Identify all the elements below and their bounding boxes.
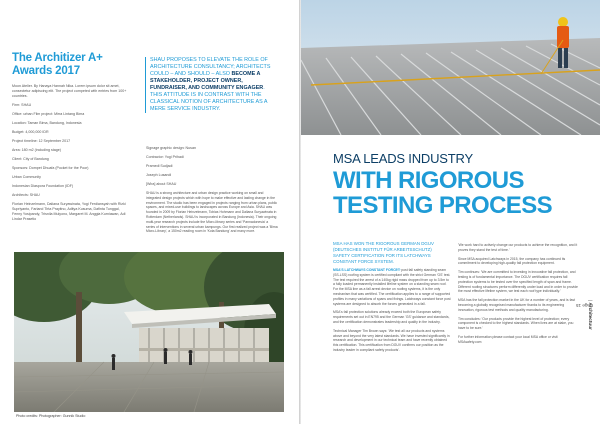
article-kicker: MSA LEADS INDUSTRY [333, 151, 473, 166]
award-column [12, 52, 127, 222]
fact-item: Project timeline: 12 September 2017 [12, 139, 71, 143]
article-paragraph: MSA has the fall protection market in the UK for a number of years, and is fast becoming a globally recognised manufacturer thanks to its engineering innovation, rigorous test methods and quality manufacturing. [458, 298, 576, 312]
paragraph-text: post fall safety standing seam (SS-LSS) roofing system is certified compliant with the strict German 'GS' test. The test required the arrest of a 140kg rigid mass dropped from up to 3.5m to a fully loaded permanently installed lifeline system on a standing seam roof. For the MSA line as a fall arrest device on roofing systems, it is the only mechanism that was certified. The certification applies to a range of supported profiles in many variations of spans and fixings. Latchways constant force post systems are designed to absorb the forces generated in a fall. [333, 268, 451, 306]
pavilion-photo [14, 252, 284, 412]
quote-part-2: . THIS ATTITUDE IS IN CONTRAST WITH THE CLASSICAL NOTION OF ARCHITECTURE AS A MERE SERVICE INDUSTRY. [150, 85, 268, 112]
article-paragraph: Technical Manager Tim Brown says: 'We test all our products and systems above and beyond the very latest standards. We have invested significantly in research and development in our technical team and have recently obtained this certification. This certification from DGUV confirms our position as the industry leader in compliant safety products'. [333, 328, 450, 352]
article-headline: WITH RIGOROUS TESTING PROCESS [333, 167, 553, 219]
lead-in: MSA'S LATCHWAYS CONSTANT FORCE® [333, 268, 401, 272]
fact-item: Office: urban Film project: Mirra Lintang Bima [12, 112, 85, 116]
article-paragraph: Tim concludes: 'Our products provide the highest level of protection; every component is checked to the highest standards. When lives are at stake, you have to be sure.' [458, 316, 574, 331]
award-title: The Architizer A+ Awards 2017 [12, 52, 103, 77]
fact-item: Indonesian Diaspora Foundation (IDF) [12, 184, 74, 188]
about-shau-text: SHAU is a strong architecture and urban design practice working on small and integrated design projects which with hope to make effective and lasting change in the environment. The studio has been engaged in projects ranging from urban plans, public spaces, and mixed-use buildings to landscapes across Europe and Asia. SHAU was founded in 2009 by Florian Heinzelmann, Tobias Hohmann and Daliana Suryawinata in Rotterdam (Netherlands). SHAU is incorporated in Bandung (Indonesia). Their ongoing multi-year research projects include the Micro-library series and 'Pannadonesia' a series of interventions in several urban kampungs. Our first realized project was a 'Bima Micro-Library', a 150m2 reading room in 'Kota Bandung' and many more. [146, 191, 278, 234]
article-paragraph: MSA's fall protection solutions already exceed both the European safety requirements set out in EN795 and the German 'GS' guidance and standards, and the certification demonstrates leadership and quality in the industry. [333, 310, 450, 324]
award-intro: Moon Atelier. By Hanaya Hannah Nika. Lorem ipsum dolor sit amet, consectetur adipiscing elit. The project competed with entries from 100+ countries. [12, 84, 127, 98]
pavilion-illustration [14, 252, 284, 412]
roof-worker-photo [301, 0, 600, 135]
roof-illustration [301, 0, 600, 135]
fact-item: Location: Taman Bima, Bandung, Indonesia [12, 121, 82, 125]
fact-item: Budget: 4,000,000 IDR [12, 130, 49, 134]
fact-item: Architects: SHAU [12, 193, 40, 197]
credits-column [146, 146, 278, 234]
article-column-2 [458, 243, 578, 349]
fact-item: Urban Community [12, 175, 41, 179]
credit-item: [Wira] about SHAU [146, 182, 177, 186]
credit-item: Pramedi Sudjadi [146, 164, 173, 168]
credit-item: Contractor: Yogi Prihadi [146, 155, 184, 159]
credit-item: Joseph Lusandi [146, 173, 172, 177]
folio-text: Page 15 | Architectuur [575, 300, 593, 330]
article-paragraph: 'We work hard to actively change our products to achieve the recognition, and it proves they stand the test of time.' [458, 243, 578, 252]
fact-item: Firm: SHAU [12, 103, 32, 107]
fact-item: Florian Heinzelmann, Daliana Suryawinata, Yogi Ferdiansyah with Rizki Supriyanto, Farland Tirta Prayitno, Aditya Kusuma, Dafinta Tunggal, Fenny Yosipandy, Trisnila Mulyono, Margaret M. Anggia Kurniawan, Adi Lindar Prasetio [12, 202, 126, 221]
photo-caption: Photo credits: Photographer: Gunnik Studio [16, 414, 86, 418]
article-paragraph: Tim continues: 'We are committed to investing in innovative fall protection, and testing is of fundamental importance. The DGUV certification requires fall protection systems to be tested over the specified length of span and frame. Different roofing structures perform differently under load and in order to provide the most effective lifeline system, we test each roof type individually.' [458, 270, 578, 294]
quote-emphasis: BECOME A STAKEHOLDER, PROJECT OWNER, FUNDRAISER, AND COMMUNITY ENGAGER [150, 71, 264, 91]
project-facts [12, 103, 128, 222]
article-paragraph: For further information please contact your local MSA office or visit MSAsafety.com [458, 334, 558, 344]
page-folio [575, 300, 595, 400]
article-deck: MSA HAS WON THE RIGOROUS GERMAN DGUV (DEUTSCHES INSTITUT FÜR ARBEITSSCHUTZ) SAFETY CERTIFICATION FOR ITS LATCHWAYS CONSTANT FORCE SYSTEM. [333, 241, 434, 264]
fact-item: Sponsors: Dompet Dhuafa (Pocket for the Poor) [12, 166, 89, 170]
article-paragraph: Since MSA acquired Latchways in 2015, the company has continued its commitment to developing high-quality fall protection equipment. [458, 256, 566, 266]
article-column-1 [333, 268, 451, 357]
pull-quote [145, 57, 275, 113]
fact-item: Client: City of Bandung [12, 157, 49, 161]
credit-item: Signage graphic design: Nusan [146, 146, 196, 150]
folio-page: Page 15 [575, 303, 593, 308]
fact-item: Area: 180 m2 (including stage) [12, 148, 61, 152]
quote-part-1: SHAU PROPOSES TO ELEVATE THE ROLE OF ARCHITECTURE CONSULTANCY; ARCHITECTS COULD – AND SHOULD – ALSO [150, 57, 271, 77]
article-paragraph [333, 268, 451, 306]
folio-section: Architectuur [588, 302, 593, 330]
